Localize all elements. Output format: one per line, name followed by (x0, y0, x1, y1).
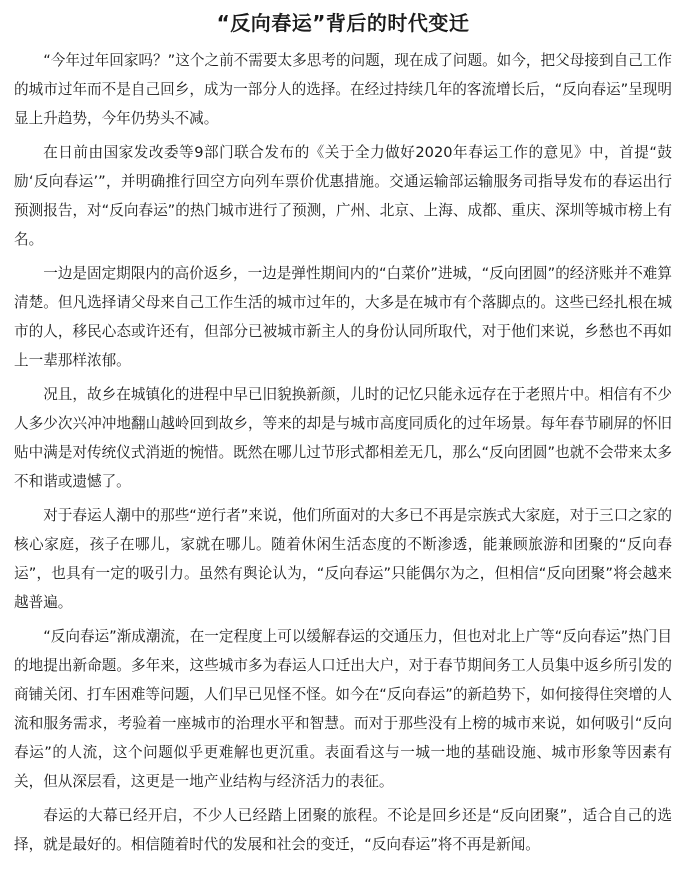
article-paragraph-4: 况且，故乡在城镇化的进程中早已旧貌换新颜，儿时的记忆只能永远存在于老照片中。相信有不少人多少次兴冲冲地翻山越岭回到故乡，等来的却是与城市高度同质化的过年场景。每年春节刷屏的怀旧贴中满是对传统仪式消逝的惋惜。既然在哪儿过节形式都相差无几，那么“反向团圆”也就不会带来太多不和谐或遗憾了。 (14, 386, 672, 490)
article-paragraph-6: “反向春运”渐成潮流，在一定程度上可以缓解春运的交通压力，但也对北上广等“反向春运”热门目的地提出新命题。多年来，这些城市多为春运人口迁出大户，对于春节期间务工人员集中返乡所引发的商铺关闭、打车困难等问题，人们早已见怪不怪。如今在“反向春运”的新趋势下，如何接得住突增的人流和服务需求，考验着一座城市的治理水平和智慧。而对于那些没有上榜的城市来说，如何吸引“反向春运”的人流，这个问题似乎更难解也更沉重。表面看这与一城一地的基础设施、城市形象等因素有关，但从深层看，这更是一地产业结构与经济活力的表征。 (14, 628, 672, 790)
article-paragraph-2: 在日前由国家发改委等9部门联合发布的《关于全力做好2020年春运工作的意见》中，首提“鼓励‘反向春运’”，并明确推行回空方向列车票价优惠措施。交通运输部运输服务司指导发布的春运出行预测报告，对“反向春运”的热门城市进行了预测，广州、北京、上海、成都、重庆、深圳等城市榜上有名。 (14, 144, 672, 248)
article-paragraph-7: 春运的大幕已经开启，不少人已经踏上团聚的旅程。不论是回乡还是“反向团聚”，适合自己的选择，就是最好的。相信随着时代的发展和社会的变迁，“反向春运”将不再是新闻。 (14, 807, 672, 853)
article-paragraph-5: 对于春运人潮中的那些“逆行者”来说，他们所面对的大多已不再是宗族式大家庭，对于三口之家的核心家庭，孩子在哪儿，家就在哪儿。随着休闲生活态度的不断渗透，能兼顾旅游和团聚的“反向春运”，也具有一定的吸引力。虽然有舆论认为，“反向春运”只能偶尔为之，但相信“反向团聚”将会越来越普遍。 (14, 507, 672, 611)
article-title: “反向春运”背后的时代变迁 (216, 11, 470, 35)
article-paragraph-1: “今年过年回家吗？”这个之前不需要太多思考的问题，现在成了问题。如今，把父母接到自己工作的城市过年而不是自己回乡，成为一部分人的选择。在经过持续几年的客流增长后，“反向春运”呈现明显上升趋势，今年仍势头不减。 (14, 52, 672, 127)
article-paragraph-3: 一边是固定期限内的高价返乡，一边是弹性期间内的“白菜价”进城，“反向团圆”的经济账并不难算清楚。但凡选择请父母来自己工作生活的城市过年的，大多是在城市有个落脚点的。这些已经扎根在城市的人，移民心态或许还有，但部分已被城市新主人的身份认同所取代，对于他们来说，乡愁也不再如上一辈那样浓郁。 (14, 265, 672, 369)
